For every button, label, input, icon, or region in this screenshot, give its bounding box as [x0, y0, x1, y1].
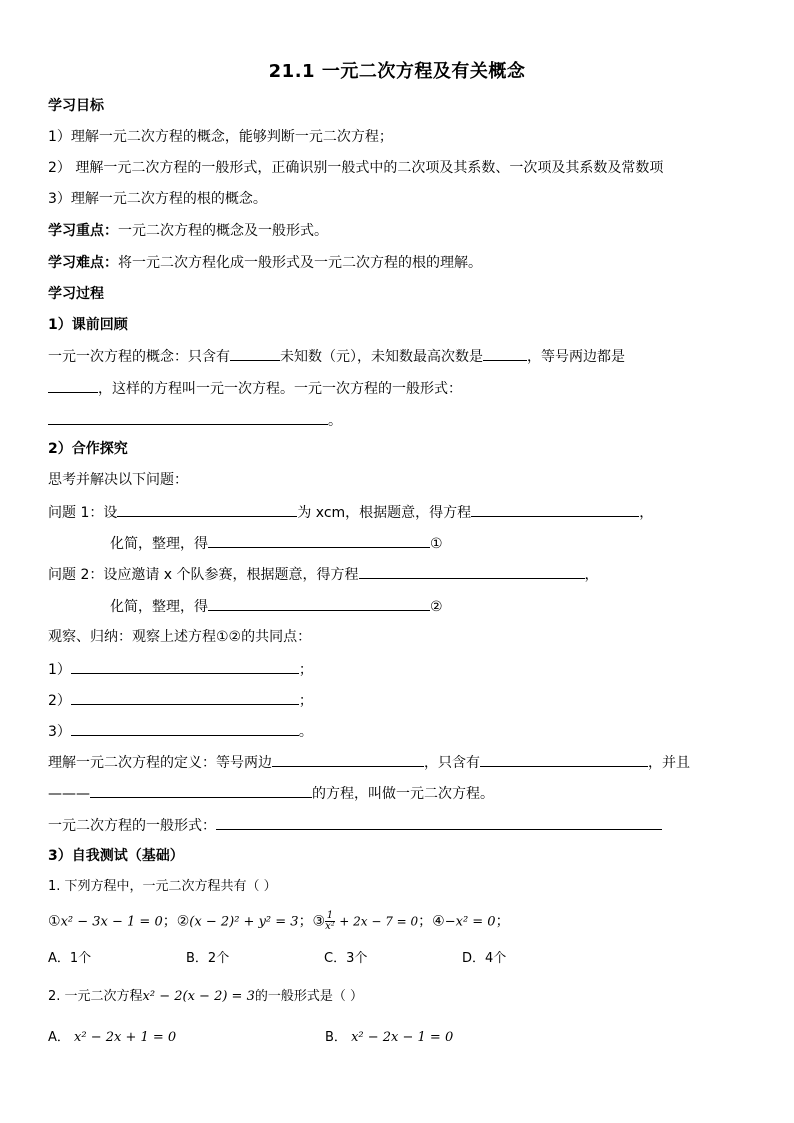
blank-common-1[interactable] — [71, 659, 299, 674]
blank-both-sides[interactable] — [48, 378, 98, 393]
key-point-label: 学习重点： — [48, 223, 118, 239]
test-heading: 3）自我测试（基础） — [48, 848, 184, 864]
general-form-label: 一元二次方程的一般形式： — [48, 818, 216, 834]
question-2 — [48, 564, 599, 585]
general-form-line — [48, 815, 662, 836]
objective-item-3: 3）理解一元二次方程的根的概念。 — [48, 191, 267, 207]
q1-text-a: 问题 1：设 — [48, 505, 118, 521]
review-line-1 — [48, 346, 625, 367]
q1-comma: ， — [639, 505, 654, 521]
test-question-2 — [48, 987, 363, 1007]
review-heading: 1）课前回顾 — [48, 317, 128, 333]
review-text-b: 未知数（元），未知数最高次数是 — [280, 349, 483, 365]
difficulty-text: 将一元二次方程化成一般形式及一元二次方程的根的理解。 — [118, 255, 482, 271]
q2-option-a-label: A． — [48, 1030, 70, 1045]
equation-1: x² − 3x − 1 = 0 — [60, 914, 163, 930]
blank-q2-equation[interactable] — [359, 564, 585, 579]
blank-def-degree[interactable] — [90, 783, 312, 798]
definition-line-1 — [48, 752, 690, 773]
option-d[interactable]: D．4个 — [462, 951, 507, 966]
blank-general-form-quadratic[interactable] — [216, 815, 662, 830]
review-period: 。 — [328, 413, 342, 429]
objectives-heading: 学习目标 — [48, 98, 104, 114]
q2-option-b-equation: x² − 2x − 1 = 0 — [351, 1030, 454, 1045]
fraction-1-over-x2 — [325, 911, 335, 932]
q1-text-b: 为 xcm，根据题意，得方程 — [297, 505, 472, 521]
semicolon-1: ； — [298, 662, 313, 678]
fraction-numerator: 1 — [326, 910, 334, 921]
point-label-2: 2） — [48, 693, 71, 709]
blank-highest-degree[interactable] — [483, 346, 527, 361]
review-text-a: 一元一次方程的概念：只含有 — [48, 349, 230, 365]
definition-line-2 — [48, 783, 494, 804]
blank-def-sides[interactable] — [272, 752, 424, 767]
review-line-2 — [48, 378, 462, 399]
process-heading: 学习过程 — [48, 286, 104, 302]
blank-common-2[interactable] — [71, 690, 299, 705]
period-3: 。 — [298, 724, 313, 740]
equation-mark-2: ② — [430, 599, 443, 615]
circle-1: ① — [48, 913, 61, 930]
q2-simplify — [110, 596, 443, 617]
def-text-c: ，并且 — [648, 755, 690, 771]
q2-option-a[interactable] — [48, 1028, 176, 1048]
equation-2: (x − 2)² + y² = 3 — [189, 914, 299, 930]
q1-simplify — [110, 533, 443, 554]
option-c[interactable]: C．3个 — [324, 951, 368, 966]
blank-common-3[interactable] — [71, 721, 299, 736]
q2-test-text-b: 的一般形式是（ ） — [254, 989, 363, 1004]
q2-option-b[interactable] — [325, 1028, 453, 1048]
blank-def-unknowns[interactable] — [480, 752, 648, 767]
objective-item-1: 1）理解一元二次方程的概念，能够判断一元二次方程； — [48, 129, 393, 145]
q2-test-text-a: 2. 一元二次方程 — [48, 989, 143, 1004]
equation-4: −x² = 0 — [444, 914, 496, 930]
separator-4: ；④ — [418, 913, 445, 930]
def-text-e: 的方程，叫做一元二次方程。 — [312, 786, 494, 802]
blank-unknown-count[interactable] — [230, 346, 280, 361]
blank-q1-simplified[interactable] — [208, 533, 430, 548]
blank-q1-equation[interactable] — [471, 502, 639, 517]
option-b[interactable]: B．2个 — [186, 951, 230, 966]
simplify-label-2: 化简，整理，得 — [110, 599, 208, 615]
q2-comma: ， — [584, 567, 599, 583]
fraction-denominator: x² — [325, 921, 335, 932]
observe-prompt: 观察、归纳：观察上述方程①②的共同点： — [48, 629, 312, 645]
blank-q1-variable[interactable] — [117, 502, 297, 517]
separator-2: ；② — [162, 913, 190, 930]
common-point-3 — [48, 721, 313, 742]
separator-3: ；③ — [298, 913, 326, 930]
key-point-text: 一元二次方程的概念及一般形式。 — [118, 223, 328, 239]
point-label-1: 1） — [48, 662, 71, 678]
explore-heading: 2）合作探究 — [48, 441, 128, 457]
key-point — [48, 221, 328, 241]
q2-option-b-label: B． — [325, 1030, 347, 1045]
semicolon-2: ； — [298, 693, 313, 709]
objective-item-2: 2） 理解一元二次方程的一般形式，正确识别一般式中的二次项及其系数、一次项及其系数及常数项 — [48, 160, 664, 176]
explore-intro: 思考并解决以下问题： — [48, 472, 188, 488]
equation-mark-1: ① — [430, 536, 443, 552]
test-question-1: 1. 下列方程中，一元二次方程共有（ ） — [48, 879, 277, 894]
blank-general-form-linear[interactable] — [48, 410, 328, 425]
test-q1-equations — [48, 911, 510, 933]
review-text-d: ，这样的方程叫一元一次方程。一元一次方程的一般形式： — [98, 381, 462, 397]
def-dashes: ——— — [48, 786, 90, 802]
separator-end: ； — [495, 913, 510, 930]
review-text-c: ，等号两边都是 — [527, 349, 625, 365]
common-point-2 — [48, 690, 313, 711]
equation-3-rest: + 2x − 7 = 0 — [339, 914, 419, 929]
q2-option-a-equation: x² − 2x + 1 = 0 — [74, 1030, 177, 1045]
common-point-1 — [48, 659, 313, 680]
def-text-b: ，只含有 — [424, 755, 480, 771]
q2-test-equation: x² − 2(x − 2) = 3 — [142, 989, 255, 1004]
def-text-a: 理解一元二次方程的定义：等号两边 — [48, 755, 272, 771]
simplify-label-1: 化简，整理，得 — [110, 536, 208, 552]
review-line-3 — [48, 410, 342, 431]
blank-q2-simplified[interactable] — [208, 596, 430, 611]
q2-text-a: 问题 2：设应邀请 x 个队参赛，根据题意，得方程 — [48, 567, 359, 583]
point-label-3: 3） — [48, 724, 71, 740]
page-title: 21.1 一元二次方程及有关概念 — [268, 61, 526, 82]
difficulty-label: 学习难点： — [48, 255, 118, 271]
option-a[interactable]: A．1个 — [48, 951, 92, 966]
question-1 — [48, 502, 653, 523]
difficulty — [48, 253, 482, 273]
